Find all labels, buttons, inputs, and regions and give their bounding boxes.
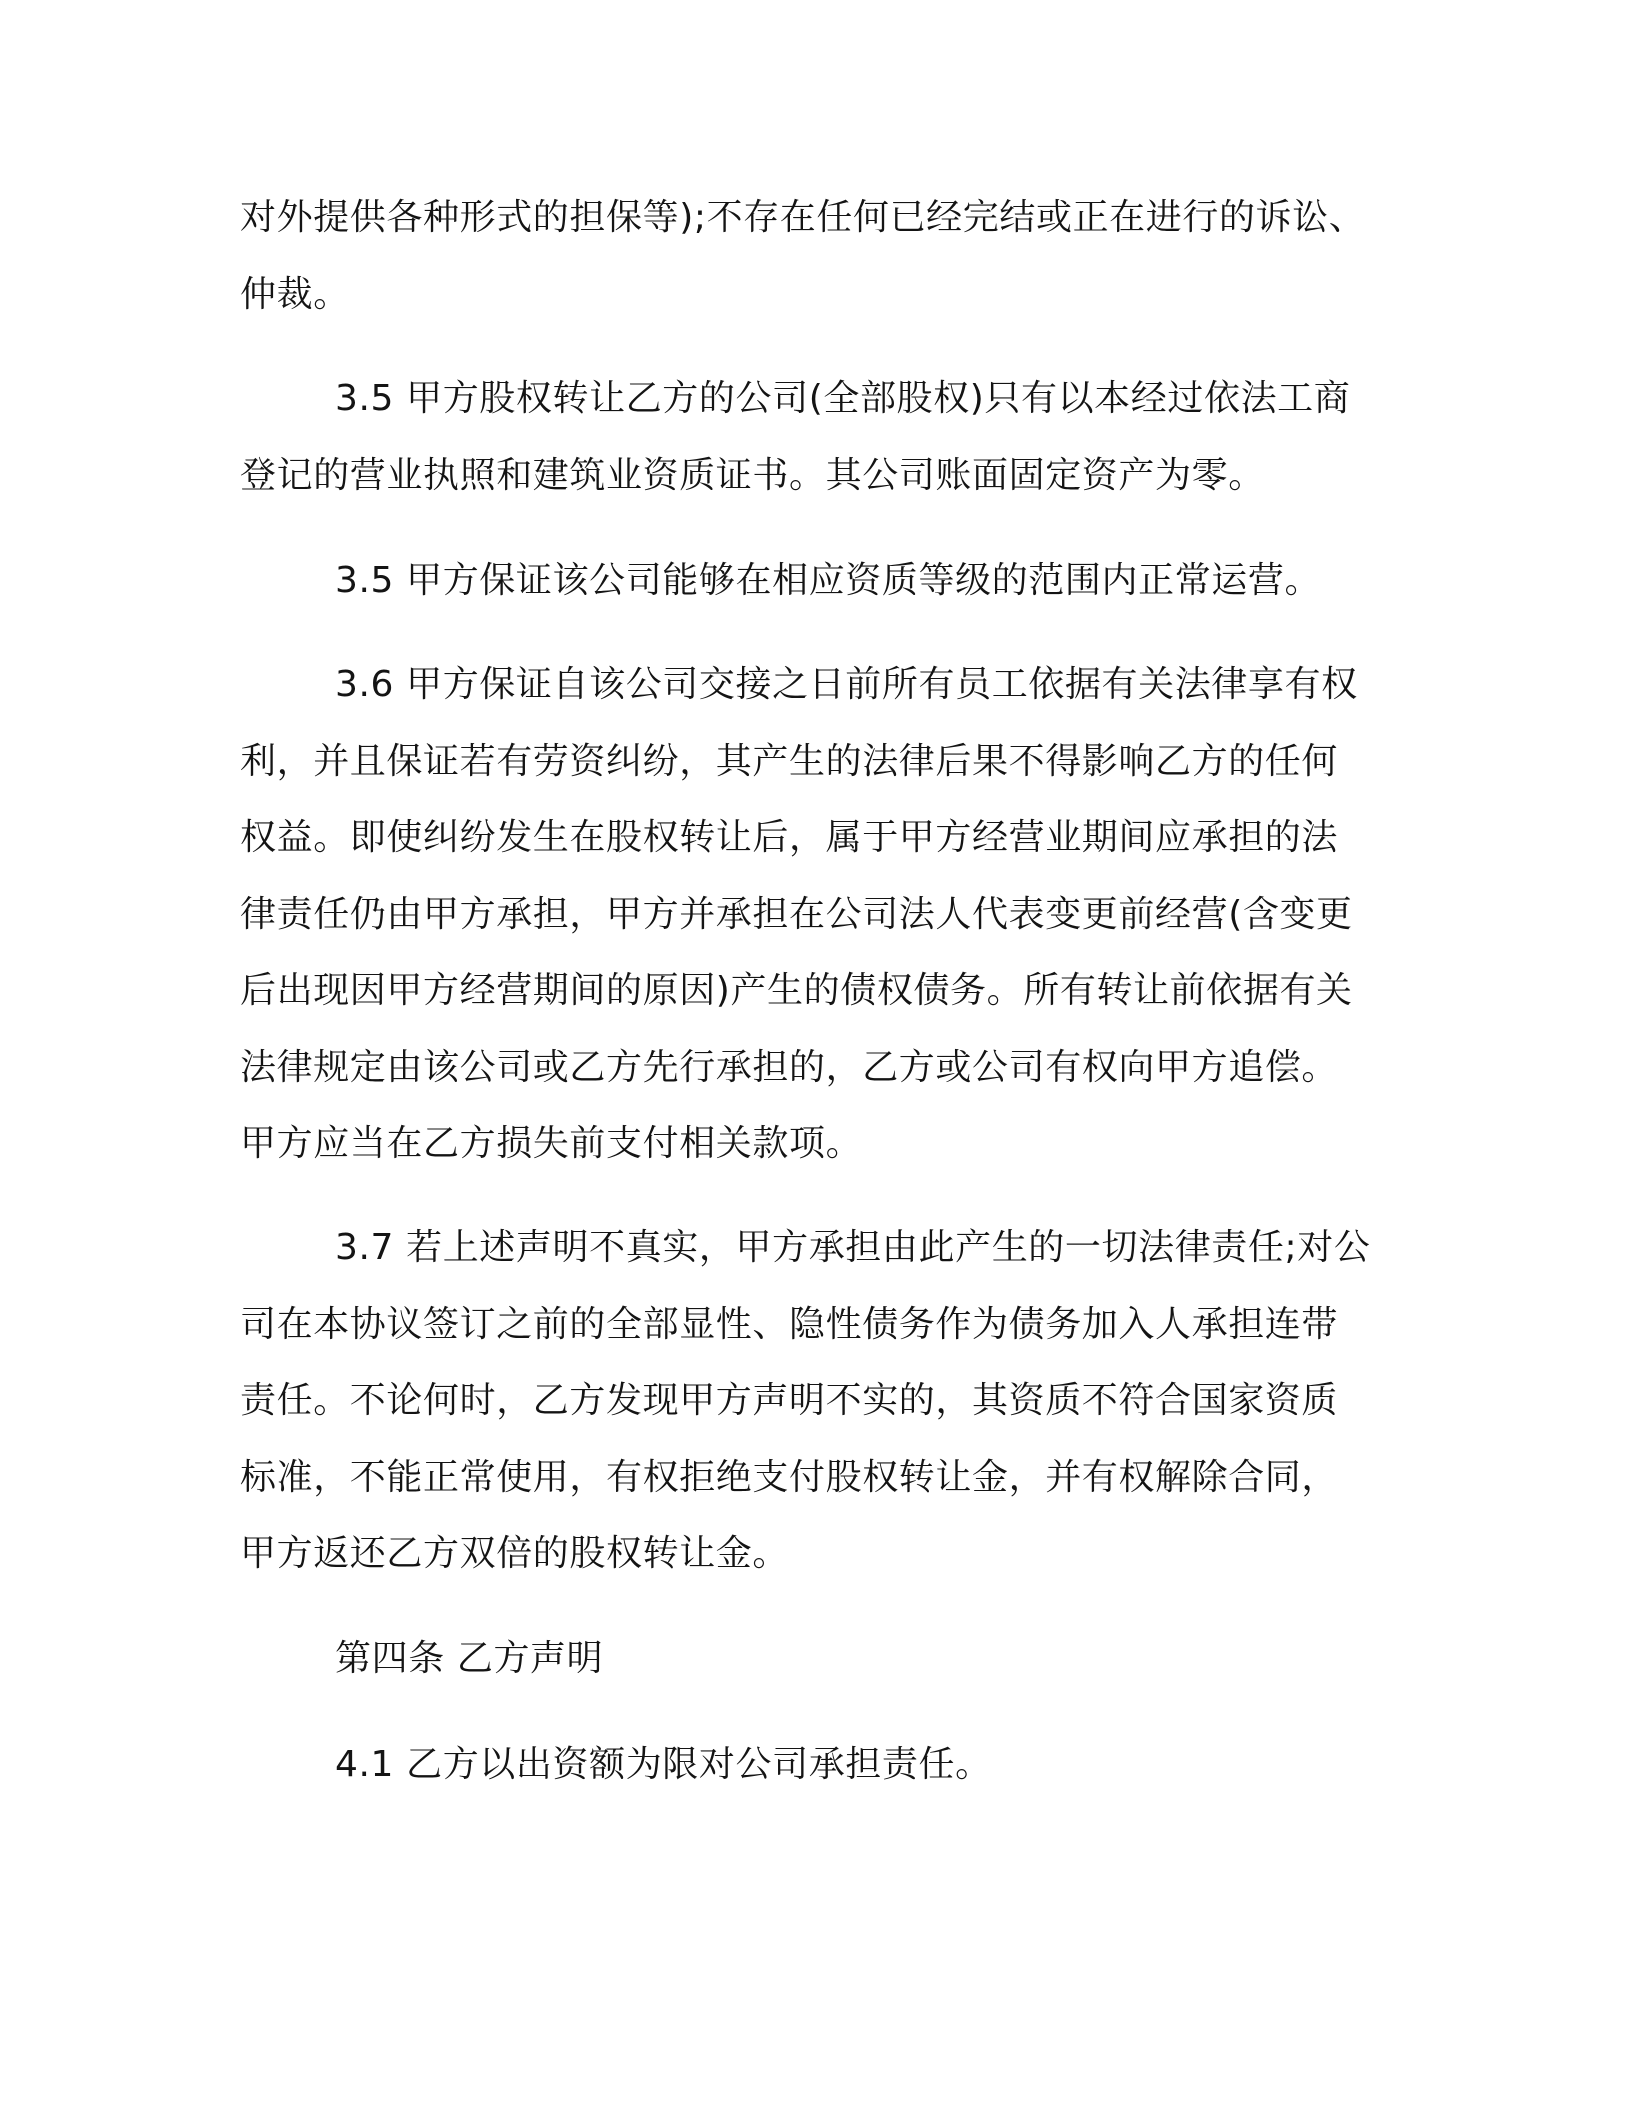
- text-line: 3.6 甲方保证自该公司交接之日前所有员工依据有关法律享有权: [335, 664, 1358, 705]
- paragraph-3-5-equity: [240, 361, 1350, 514]
- text-line: 甲方应当在乙方损失前支付相关款项。: [240, 1123, 863, 1164]
- text-line: 3.5 甲方股权转让乙方的公司(全部股权)只有以本经过依法工商: [335, 378, 1351, 419]
- paragraph-4-1: [240, 1727, 992, 1804]
- text-line: 标准，不能正常使用，有权拒绝支付股权转让金，并有权解除合同，: [240, 1456, 1339, 1498]
- text-line: 权益。即使纠纷发生在股权转让后，属于甲方经营业期间应承担的法: [240, 817, 1339, 858]
- text-line: 4.1 乙方以出资额为限对公司承担责任。: [335, 1744, 992, 1785]
- text-line: 律责任仍由甲方承担，甲方并承担在公司法人代表变更前经营(含变更: [240, 893, 1353, 935]
- text-line: 仲裁。: [240, 273, 350, 315]
- paragraph-continuation: [240, 180, 1365, 333]
- text-line: 3.7 若上述声明不真实，甲方承担由此产生的一切法律责任;对公: [335, 1227, 1371, 1268]
- paragraph-3-5-operation: [240, 543, 1321, 620]
- text-line: 司在本协议签订之前的全部显性、隐性债务作为债务加入人承担连带: [240, 1303, 1339, 1345]
- text-line: 责任。不论何时，乙方发现甲方声明不实的，其资质不符合国家资质: [240, 1380, 1339, 1421]
- paragraph-3-6: [240, 647, 1358, 1183]
- text-line: 登记的营业执照和建筑业资质证书。其公司账面固定资产为零。: [240, 454, 1265, 496]
- article-4-heading: [240, 1621, 603, 1698]
- text-line: 法律规定由该公司或乙方先行承担的，乙方或公司有权向甲方追偿。: [240, 1046, 1339, 1088]
- text-line: 3.5 甲方保证该公司能够在相应资质等级的范围内正常运营。: [335, 560, 1322, 601]
- text-line: 后出现因甲方经营期间的原因)产生的债权债务。所有转让前依据有关: [240, 970, 1353, 1011]
- text-line: 甲方返还乙方双倍的股权转让金。: [240, 1533, 790, 1574]
- text-line: 第四条 乙方声明: [335, 1638, 604, 1679]
- text-line: 利，并且保证若有劳资纠纷，其产生的法律后果不得影响乙方的任何: [240, 740, 1339, 782]
- text-line: 对外提供各种形式的担保等);不存在任何已经完结或正在进行的诉讼、: [240, 197, 1366, 238]
- paragraph-3-7: [240, 1210, 1370, 1593]
